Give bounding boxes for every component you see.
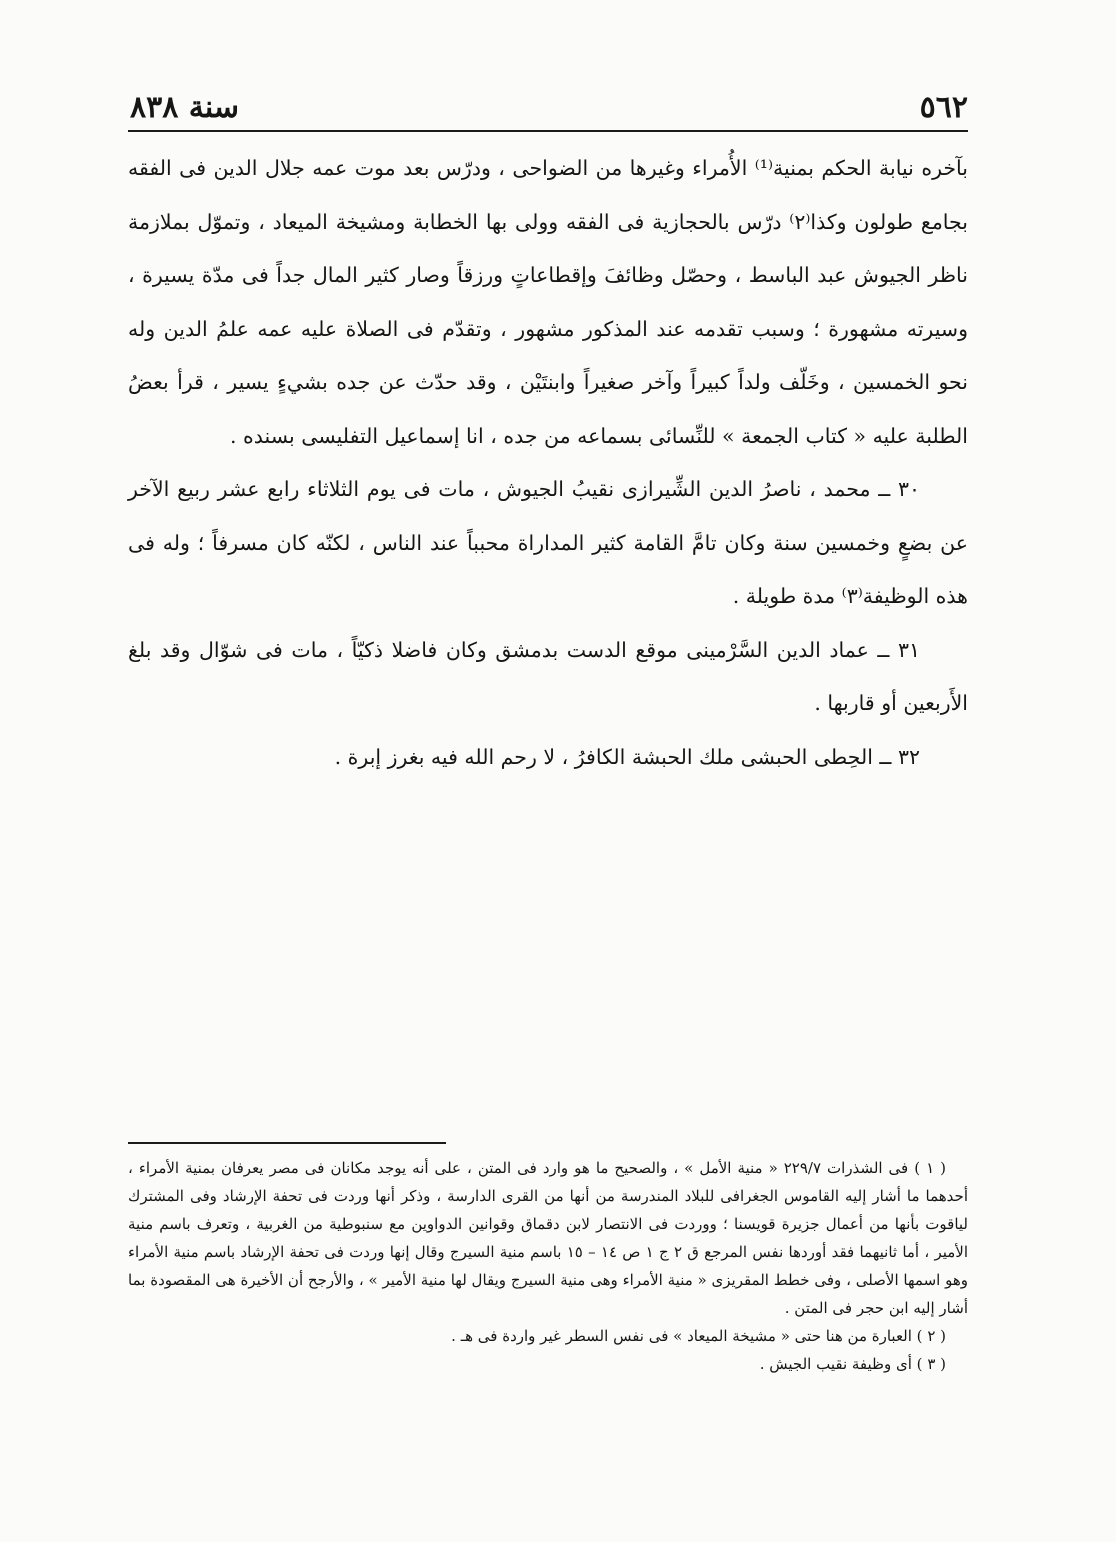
main-text: [128, 142, 968, 784]
page-number: ٥٦٢: [919, 90, 968, 125]
footnote-3: ( ٣ ) أى وظيفة نقيب الجيش .: [759, 1355, 946, 1373]
footnote-divider: [128, 1142, 446, 1144]
footnotes: [128, 1154, 968, 1378]
header-rule: [128, 130, 968, 132]
running-head: [128, 84, 968, 128]
year-heading: سنة ٨٣٨: [130, 90, 240, 125]
footnote-1: ( ١ ) فى الشذرات ٢٢٩/٧ « منية الأمل » ، والصحيح ما هو وارد فى المتن ، على أنه يوجد مكانان فى مصر يعرفان بمنية الأمراء ، أحدهما ما أشار إليه القاموس الجغرافى للبلاد المندرسة من أنها من القرى الدارسة ، وذكر أنها وردت فى تحفة الإرشاد وفى المشترك لياقوت بأنها من أعمال جزيرة قويسنا ؛ ووردت فى الانتصار لابن دقماق وقوانين الدواوين مع سنبوطية من الغربية ، وتعرف باسم منية الأمير ، أما ثانيهما فقد أوردها نفس المرجع ق ٢ ج ١ ص ١٤ – ١٥ باسم منية السيرج وقال إنها وردت فى تحفة الإرشاد باسم منية الأمراء وهو اسمها الأصلى ، وفى خطط المقريزى « منية الأمراء وهى منية السيرج ويقال لها منية الأمير » ، والأرجح أن الأخيرة هى المقصودة بما أشار إليه ابن حجر فى المتن .: [128, 1159, 969, 1317]
entry-30: ٣٠ ــ محمد ، ناصرُ الدين الشِّيرازى نقيبُ الجيوش ، مات فى يوم الثلاثاء رابع عشر ربيع الآخر عن بضعٍ وخمسين سنة وكان تامَّ القامة كثير المداراة محبباً عند الناس ، لكنّه كان مسرفاً ؛ وله فى هذه الوظيفة⁽٣⁾ مدة طويلة .: [128, 477, 968, 608]
entry-31: ٣١ ــ عماد الدين السَّرْمينى موقع الدست بدمشق وكان فاضلا ذكيّاً ، مات فى شوّال وقد بلغ الأَربعين أو قاربها .: [128, 637, 968, 715]
paragraph-continuation: بآخره نيابة الحكم بمنية⁽¹⁾ الأُمراء وغيرها من الضواحى ، ودرّس بعد موت عمه جلال الدين فى الفقه بجامع طولون وكذا⁽٢⁾ درّس بالحجازية فى الفقه وولى بها الخطابة ومشيخة الميعاد ، وتموّل بملازمة ناظر الجيوش عبد الباسط ، وحصّل وظائفَ وإقطاعاتٍ ورزقاً وصار كثير المال جداً فى مدّة يسيرة ، وسيرته مشهورة ؛ وسبب تقدمه عند المذكور مشهور ، وتقدّم فى الصلاة عليه عمه علمُ الدين وله نحو الخمسين ، وخَلّف ولداً كبيراً وآخر صغيراً وابنتَيْن ، وقد حدّث عن جده بشيءٍ يسير ، قرأ بعضُ الطلبة عليه « كتاب الجمعة » للنِّسائى بسماعه من جده ، انا إسماعيل التفليسى بسنده .: [128, 156, 968, 448]
entry-32: ٣٢ ــ الحِطى الحبشى ملك الحبشة الكافرُ ، لا رحم الله فيه بغرز إبرة .: [334, 744, 920, 769]
footnote-2: ( ٢ ) العبارة من هنا حتى « مشيخة الميعاد » فى نفس السطر غير واردة فى هـ .: [451, 1327, 946, 1345]
book-page: [128, 84, 969, 1373]
